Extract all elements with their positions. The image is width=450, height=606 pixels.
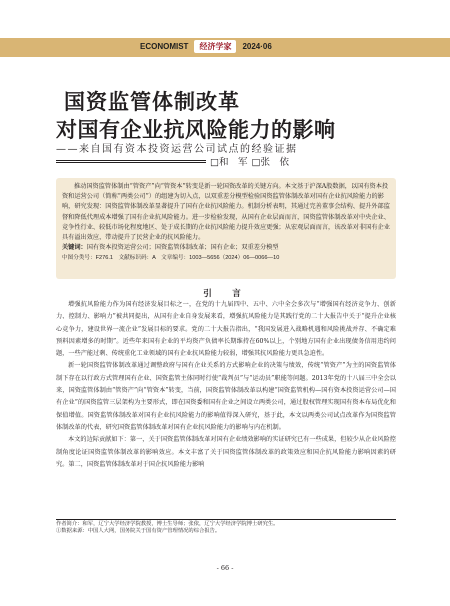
body-paragraph: 增强抗风险能力作为国有经济发展目标之一，在党的十九届四中、五中、六中全会多次与“增强国有经济竞争力、创新力、控制力、影响力”被共同提出，从国有企业自身发展来看，增强抗风险能力是其践行党的二十大报告中关于“提升企业核心竞争力，建设世界一流企业”发展目标的要求。党的二十大报告指出，“我国发展进入战略机遇和风险挑战并存、不确定难预料因素增多的时期”。近些年来国有企业的平均资产负债率长期维持在60%以上，个别地方国有企业出现债务信用违约问题，一些产能过剩、传统重化工业领域的国有企业抗风险能力较弱，增强其抗风险能力更具急迫性。 [56, 301, 396, 358]
article-title-line2: 对国有企业抗风险能力的影响 [56, 117, 336, 142]
author-rule [56, 160, 206, 163]
body-paragraph: 本文的边际贡献如下：第一，关于国资监管体制改革对国有企业绩效影响的实证研究已有一些成果，但较少从企业风险控制角度论证国资监管体制改革的影响效应。本文丰富了关于国资监管体制改革的政策效应和国企抗风险能力影响因素的研究。第二，国资监管体制改革对于国企抗风险能力影响 [56, 436, 396, 468]
footnotes [56, 521, 396, 535]
article-subtitle: ——来自国有资本投资运营公司试点的经验证据 [56, 144, 298, 155]
column-tag: 经济学家 [194, 40, 236, 53]
abstract-box [56, 178, 396, 279]
page-number: - 66 - [216, 564, 234, 572]
footnote-data-source: ①数据来源：中国人大网，国务院关于国有资产管理情况的综合报告。 [56, 528, 221, 534]
keywords-text: 国有资本投资运营公司；国资监管体制改革；国有企业；双重差分模型 [86, 244, 279, 252]
author-2: □张 依 [251, 157, 289, 168]
abstract-text: 推动国资监管体制由“管资产”向“管资本”转变是新一轮国资改革的关键方向。本文基于沪深A股数据，以国有资本投资和运营公司（简称“两类公司”）的组建为切入点，以双重差分模型检验国资监管体制改革对国有企业抗风险能力的影响，研究发现：国资监管体制改革显著提升了国有企业抗风险能力。机制分析表明，其通过完善董事会结构、提升外部监督和降低代理成本增强了国有企业抗风险能力。进一步检验发现，从国有企业层面而言，国资监管体制改革对中央企业、竞争性行业、较低市场化程度地区、处于成长期的企业抗风险能力提升效应更强；从宏观层面而言，该改革对非国有企业具有溢出效应，带动提升了民营企业的抗风险能力。 [62, 183, 390, 242]
article-title-line1: 国资监管体制改革 [64, 89, 240, 114]
body-text [56, 299, 396, 471]
keywords-label: 关键词： [62, 244, 87, 252]
footnote-rule [56, 519, 396, 520]
magazine-name: ECONOMIST [140, 42, 189, 51]
author-line [56, 154, 289, 168]
header-row [140, 40, 272, 53]
issue-label: 2024·06 [242, 42, 272, 51]
footnote-author-bio: 作者简介：和军，辽宁大学经济学院教授，博士生导师；张依，辽宁大学经济学院博士研究生。 [56, 521, 279, 527]
classification-line: 中图分类号：F276.1 文献标识码：A 文章编号：1003—5656（2024）06—0066—10 [62, 255, 280, 262]
body-paragraph: 新一轮国资监管体制改革通过调整政府与国有企业关系的方式影响企业的决策与绩效，传统“管资产”为主的国资监管体制下存在以行政方式管理国有企业、国资监管主体同时行使“裁判员”与“运动员”职能等问题。2013年党的十八届三中全会以来，国资监管体制由“管资产”向“管资本”转变，当前，国资监管体制改革以构建“国资监管机构—国有资本投资运营公司—国有企业”的国资监管三层架构为主要形式，即在国资委和国有企业之间设立两类公司，通过股权管理实现国有资本布局优化和保值增值。国资监管体制改革对国有企业抗风险能力的影响值得深入研究，基于此，本文以两类公司试点改革作为国资监管体制改革的代表，研究国资监管体制改革对国有企业抗风险能力的影响与内在机制。 [56, 362, 396, 431]
journal-header [0, 0, 450, 55]
keywords-line [62, 243, 390, 253]
author-1: □和 军 [210, 157, 248, 168]
section-heading: 引 言 [203, 289, 247, 299]
